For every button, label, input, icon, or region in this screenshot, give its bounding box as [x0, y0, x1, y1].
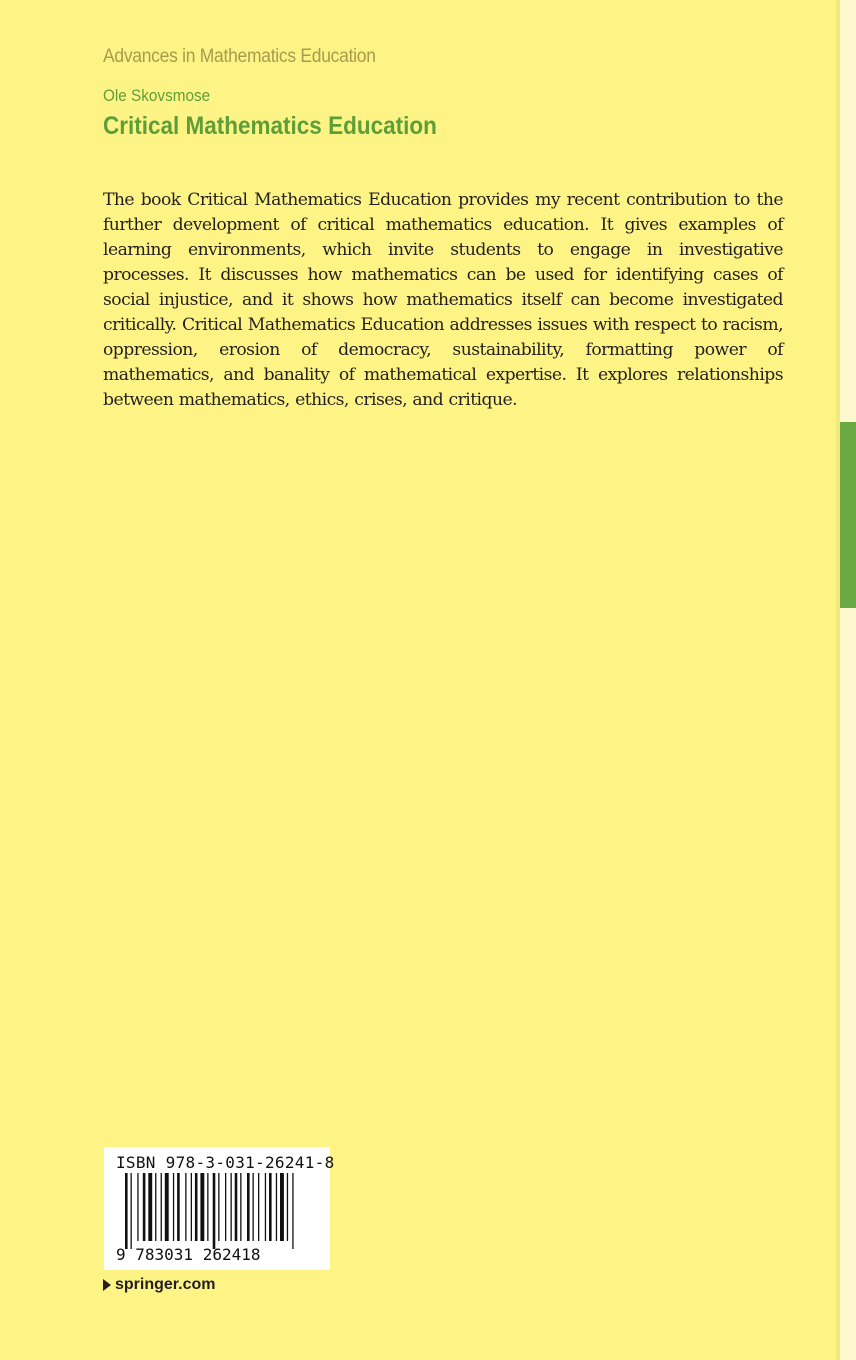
barcode-bar	[240, 1173, 241, 1241]
barcode-bar	[231, 1173, 232, 1241]
barcode-bar	[155, 1173, 156, 1241]
barcode-bar	[269, 1173, 272, 1241]
barcode-bar	[276, 1173, 277, 1241]
barcode-bar	[287, 1173, 288, 1241]
barcode-bar	[165, 1173, 169, 1241]
barcode-bar	[185, 1173, 186, 1241]
barcode-bar	[137, 1173, 138, 1241]
author-name: Ole Skovsmose	[103, 86, 211, 105]
barcode-bar	[225, 1173, 226, 1241]
barcode-bars	[111, 1173, 323, 1249]
barcode-bar	[143, 1173, 146, 1241]
publisher-link[interactable]	[103, 1276, 215, 1294]
barcode-bar	[195, 1173, 198, 1241]
book-title: Critical Mathematics Education	[103, 112, 437, 140]
barcode-bar	[235, 1173, 238, 1241]
publisher-link-text: springer.com	[115, 1276, 216, 1293]
barcode-bar	[265, 1173, 266, 1241]
barcode-bar	[191, 1173, 192, 1241]
book-description: The book Critical Mathematics Education provides my recent contribution to the further development of critical mathematics education. It gives examples of learning environments, which invite students to engage in investigative processes. It discusses how mathematics can be used for identifying cases of social injustice, and it shows how mathematics itself can become investigated critically. Critical Mathematics Education addresses issues with respect to racism, oppression, erosion of democracy, sustainability, formatting power of mathematics, and banality of mathematical expertise. It explores relationships between mathematics, ethics, crises, and critique.	[103, 190, 783, 410]
barcode-digits: 9 783031 262418	[116, 1245, 261, 1264]
barcode-bar	[280, 1173, 284, 1241]
barcode-bar	[173, 1173, 174, 1241]
spine-strip	[840, 0, 856, 1360]
barcode-bar	[258, 1173, 259, 1241]
barcode-bar	[207, 1173, 208, 1241]
barcode-bar	[213, 1173, 216, 1249]
barcode-bar	[177, 1173, 180, 1241]
barcode-bar	[200, 1173, 204, 1241]
barcode-bar	[125, 1173, 128, 1249]
barcode-bar	[148, 1173, 152, 1241]
isbn-label: ISBN 978-3-031-26241-8	[116, 1153, 335, 1172]
spine-color-tab	[840, 422, 856, 608]
barcode-bar	[253, 1173, 254, 1241]
play-icon	[103, 1279, 111, 1291]
series-title: Advances in Mathematics Education	[103, 46, 376, 67]
barcode-bar	[247, 1173, 250, 1241]
barcode-bar	[292, 1173, 293, 1249]
barcode-bar	[131, 1173, 132, 1249]
barcode-bar	[161, 1173, 162, 1241]
barcode-bar	[218, 1173, 219, 1241]
